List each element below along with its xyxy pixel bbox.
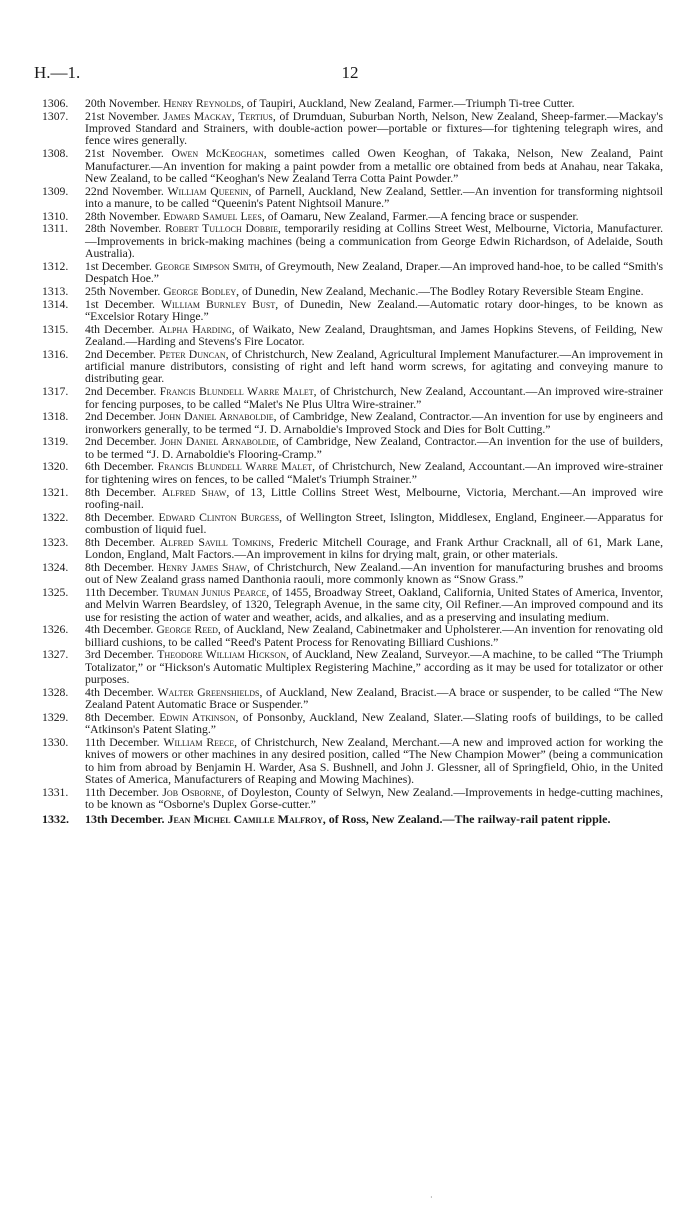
patent-entry xyxy=(42,787,663,812)
entry-number: 1312. xyxy=(42,259,69,273)
applicant-name: Francis Blundell Warre Malet xyxy=(159,385,314,399)
entry-description: , of Parnell, Auckland, New Zealand, Settler.—An invention for transforming nightsoil into a manure, to be called “Queenin's Patent Nightsoil Manure.” xyxy=(85,184,664,210)
applicant-name: James Mackay, Tertius xyxy=(163,109,273,123)
entry-date: 21st November. xyxy=(85,109,160,123)
applicant-name: Truman Junius Pearce xyxy=(161,585,267,599)
entry-date: 22nd November. xyxy=(85,184,164,198)
entry-description: , of Auckland, New Zealand, Surveyor.—A machine, to be called “The Triumph Totalizator,” or “Hickson's Automatic Multiplex Registering Machine,” according as it may be used for totalizator or other purposes. xyxy=(85,648,664,687)
applicant-name: Peter Duncan xyxy=(159,347,226,361)
entry-date: 8th December. xyxy=(85,535,156,549)
patent-entry xyxy=(42,261,663,286)
patent-entry xyxy=(42,487,663,512)
entry-date: 21st November. xyxy=(85,147,164,161)
applicant-name: John Daniel Arnaboldie xyxy=(159,410,274,424)
entry-description: , of Dunedin, New Zealand, Mechanic.—The Bodley Rotary Reversible Steam Engine. xyxy=(236,284,644,298)
entry-date: 8th December. xyxy=(85,560,155,574)
patent-entry xyxy=(42,349,663,386)
patent-entry xyxy=(42,211,663,223)
applicant-name: Robert Tulloch Dobbie xyxy=(165,222,278,236)
entry-description: , of Christchurch, New Zealand, Merchant.—A new and improved action for working the knives of mowers or other machines in any desired position, called “The New Champion Mower” (being a communication to him from abroad by Benjamin H. Warder, Asa S. Bushnell, and John J. Glessner, all of Springfield, Ohio, in the United States of America, Manufacturers of Reaping and Mowing Machines). xyxy=(85,735,664,786)
applicant-name: Edwin Atkinson xyxy=(159,710,236,724)
applicant-name: Francis Blundell Warre Malet xyxy=(157,460,313,474)
entry-number: 1306. xyxy=(42,97,69,110)
entry-number: 1309. xyxy=(42,184,69,198)
entry-description: , of Cambridge, New Zealand, Contractor.—An invention for use by engineers and ironworkers generally, to be termed “J. D. Arnaboldie's Improved Stock and Dies for Bolt Cutting.” xyxy=(85,410,663,436)
entry-number: 1307. xyxy=(42,109,69,123)
entry-date: 4th December. xyxy=(85,322,155,336)
entry-number: 1308. xyxy=(42,147,69,161)
applicant-name: Henry James Shaw xyxy=(157,560,247,574)
applicant-name: Henry Reynolds xyxy=(163,97,242,110)
entry-number: 1329. xyxy=(42,710,69,724)
entry-number: 1321. xyxy=(42,485,69,499)
entry-description: , of Waikato, New Zealand, Draughtsman, and James Hopkins Stevens, of Feilding, New Zealand.—Harding and Stevens's Fire Locator. xyxy=(85,322,663,349)
applicant-name: Theodore William Hickson xyxy=(157,648,287,662)
entry-number: 1331. xyxy=(42,785,69,799)
entry-date: 25th November. xyxy=(85,284,161,298)
entry-description: , of Christchurch, New Zealand, Agricultural Implement Manufacturer.—An improvement in artificial manure distributors, consisting of right and left hand worm screws, for agitating and conveying manure to distributing gear. xyxy=(85,347,664,386)
entry-description: , of Drumduan, Suburban North, Nelson, New Zealand, Sheep-farmer.—Mackay's Improved Standard and Strainers, with double-action power—portable or fixtures—for tightening telegraph wires, and fence wires generally. xyxy=(85,109,664,148)
applicant-name: Edward Clinton Burgess xyxy=(158,510,280,524)
patent-entry xyxy=(42,461,663,486)
entry-date: 13th December. xyxy=(85,812,165,827)
applicant-name: George Simpson Smith xyxy=(154,259,260,273)
parliamentary-paper-reference: H.—1. xyxy=(34,63,81,82)
entry-date: 3rd December. xyxy=(85,648,155,662)
entry-number: 1311. xyxy=(42,222,68,236)
applicant-name: Edward Samuel Lees xyxy=(163,209,262,223)
applicant-name: Owen McKeoghan xyxy=(171,147,264,161)
entry-number: 1317. xyxy=(42,385,69,399)
entry-description: , of 1455, Broadway Street, Oakland, California, United States of America, Inventor, and Melvin Warren Beardsley, of 1320, Telegraph Avenue, in the same city, Oil Refiner.—An improved compound and its use for resisting the action of water and weather, acids, and alkalies, and as a preserving and insulating medium. xyxy=(85,585,664,624)
applicant-name: Walter Greenshields xyxy=(157,685,260,699)
entry-description: , of Doyleston, County of Selwyn, New Zealand.—Improvements in hedge-cutting machines, to be known as “Osborne's Duplex Gorse-cutter.” xyxy=(85,785,664,812)
entry-description: , of Christchurch, New Zealand.—An invention for manufacturing brushes and brooms out of New Zealand grass named Danthonia raouli, more commonly known as “Snow Grass.” xyxy=(85,560,663,587)
entry-number: 1319. xyxy=(42,435,69,449)
patent-entry xyxy=(42,223,663,260)
entry-description: , of 13, Little Collins Street West, Melbourne, Victoria, Merchant.—An improved wire roofing-nail. xyxy=(85,485,664,511)
patent-entry xyxy=(42,537,663,562)
entry-number: 1323. xyxy=(42,535,69,549)
patent-entry xyxy=(42,813,663,826)
entry-description: , of Greymouth, New Zealand, Draper.—An improved hand-hoe, to be called “Smith's Despatch Hoe.” xyxy=(85,259,664,286)
entry-number: 1325. xyxy=(42,585,69,599)
patent-entry xyxy=(42,737,663,786)
patent-entry xyxy=(42,624,663,649)
entry-description: , of Ponsonby, Auckland, New Zealand, Slater.—Slating roofs of buildings, to be called “Atkinson's Patent Slating.” xyxy=(85,710,663,737)
entry-date: 11th December. xyxy=(85,585,159,599)
patent-entry xyxy=(42,562,663,587)
entry-description: , Frederic Mitchell Courage, and Frank Arthur Cracknall, all of 61, Mark Lane, London, England, Malt Factors.—An improvement in kilns for drying malt, grain, or other materials. xyxy=(85,535,663,562)
entry-description: , of Ross, New Zealand.—The railway-rail patent ripple. xyxy=(322,812,611,827)
patent-entry xyxy=(42,649,663,686)
entry-number: 1332. xyxy=(42,812,69,827)
patent-entry xyxy=(42,98,663,110)
page-number: 12 xyxy=(341,63,359,82)
applicant-name: George Reed xyxy=(156,623,218,637)
entry-number: 1327. xyxy=(42,648,69,662)
entry-description: , temporarily residing at Collins Street West, Melbourne, Victoria, Manufacturer.—Improvements in brick-making machines (being a communication from George Edwin Richardson, of Adelaide, South Australia). xyxy=(85,222,663,261)
entry-date: 11th December. xyxy=(85,735,160,749)
patent-entry xyxy=(42,687,663,712)
entry-description: , of Cambridge, New Zealand, Contractor.—An invention for the use of builders, to be termed “J. D. Arnaboldie's Flooring-Cramp.” xyxy=(85,435,664,461)
entry-number: 1324. xyxy=(42,560,69,574)
entry-date: 4th December. xyxy=(85,623,154,637)
applicant-name: Alfred Savill Tomkins xyxy=(159,535,272,549)
entry-date: 2nd December. xyxy=(85,410,156,424)
applicant-name: William Burnley Bust xyxy=(161,297,276,311)
applicant-name: Alfred Shaw xyxy=(161,485,227,499)
patent-application-list xyxy=(42,98,663,827)
entry-date: 2nd December. xyxy=(85,435,157,449)
entry-date: 1st December. xyxy=(85,297,155,311)
entry-date: 28th November. xyxy=(85,209,161,223)
entry-date: 11th December. xyxy=(85,785,159,799)
entry-number: 1318. xyxy=(42,410,69,424)
applicant-name: Job Osborne xyxy=(162,785,222,799)
patent-entry xyxy=(42,299,663,324)
entry-number: 1322. xyxy=(42,510,69,524)
entry-number: 1313. xyxy=(42,284,69,298)
entry-number: 1326. xyxy=(42,623,69,637)
patent-entry xyxy=(42,186,663,211)
patent-entry xyxy=(42,148,663,185)
patent-entry xyxy=(42,386,663,411)
applicant-name: Jean Michel Camille Malfroy xyxy=(167,812,323,827)
entry-date: 6th December. xyxy=(85,460,154,474)
patent-entry xyxy=(42,411,663,436)
entry-date: 2nd December. xyxy=(85,347,156,361)
entry-date: 8th December. xyxy=(85,485,157,499)
applicant-name: George Bodley xyxy=(163,284,237,298)
entry-date: 2nd December. xyxy=(85,385,157,399)
applicant-name: William Queenin xyxy=(167,184,249,198)
entry-date: 28th November. xyxy=(85,222,162,236)
patent-entry xyxy=(42,324,663,349)
applicant-name: Alpha Harding xyxy=(158,322,232,336)
patent-entry xyxy=(42,512,663,537)
entry-description: , of Auckland, New Zealand, Cabinetmaker and Upholsterer.—An invention for renovating old billiard cushions, to be called “Reed's Patent Process for Renovating Billiard Cushions.” xyxy=(85,623,664,649)
entry-date: 8th December. xyxy=(85,510,155,524)
entry-number: 1315. xyxy=(42,322,69,336)
print-speck: · xyxy=(430,1193,433,1202)
entry-number: 1328. xyxy=(42,685,69,699)
entry-description: , of Taupiri, Auckland, New Zealand, Farmer.—Triumph Ti-tree Cutter. xyxy=(241,97,575,110)
entry-date: 4th December. xyxy=(85,685,154,699)
patent-entry xyxy=(42,111,663,148)
entry-date: 8th December. xyxy=(85,710,155,724)
entry-number: 1310. xyxy=(42,209,69,223)
patent-entry xyxy=(42,712,663,737)
patent-entry xyxy=(42,587,663,624)
applicant-name: William Reece xyxy=(163,735,235,749)
patent-entry xyxy=(42,436,663,461)
entry-description: , of Auckland, New Zealand, Bracist.—A brace or suspender, to be called “The New Zealand Patent Automatic Brace or Suspender.” xyxy=(85,685,664,712)
entry-date: 20th November. xyxy=(85,97,161,110)
entry-number: 1320. xyxy=(42,460,69,474)
entry-description: , of Christchurch, New Zealand, Accountant.—An improved wire-strainer for fencing purposes, to be called “Malet's Ne Plus Ultra Wire-strainer.” xyxy=(85,385,664,411)
entry-number: 1316. xyxy=(42,347,69,361)
entry-description: , of Wellington Street, Islington, Middlesex, England, Engineer.—Apparatus for combustion of liquid fuel. xyxy=(85,510,663,536)
entry-description: , of Dunedin, New Zealand.—Automatic rotary door-hinges, to be known as “Excelsior Rotary Hinge.” xyxy=(85,297,664,323)
entry-date: 1st December. xyxy=(85,259,152,273)
patent-entry xyxy=(42,286,663,298)
entry-description: , of Oamaru, New Zealand, Farmer.—A fencing brace or suspender. xyxy=(261,209,579,223)
entry-number: 1330. xyxy=(42,735,69,749)
entry-description: , of Christchurch, New Zealand, Accountant.—An improved wire-strainer for tightening wires on fences, to be called “Malet's Triumph Strainer.” xyxy=(85,460,663,486)
entry-number: 1314. xyxy=(42,297,69,311)
page-header xyxy=(34,63,666,85)
applicant-name: John Daniel Arnaboldie xyxy=(160,435,276,449)
entry-description: , sometimes called Owen Keoghan, of Takaka, Nelson, New Zealand, Paint Manufacturer.—An invention for making a paint powder from a metallic ore obtained from beds at Anahau, near Takaka, New Zealand, to be called “Keoghan's New Zealand Terra Cotta Paint Powder.” xyxy=(85,147,664,185)
